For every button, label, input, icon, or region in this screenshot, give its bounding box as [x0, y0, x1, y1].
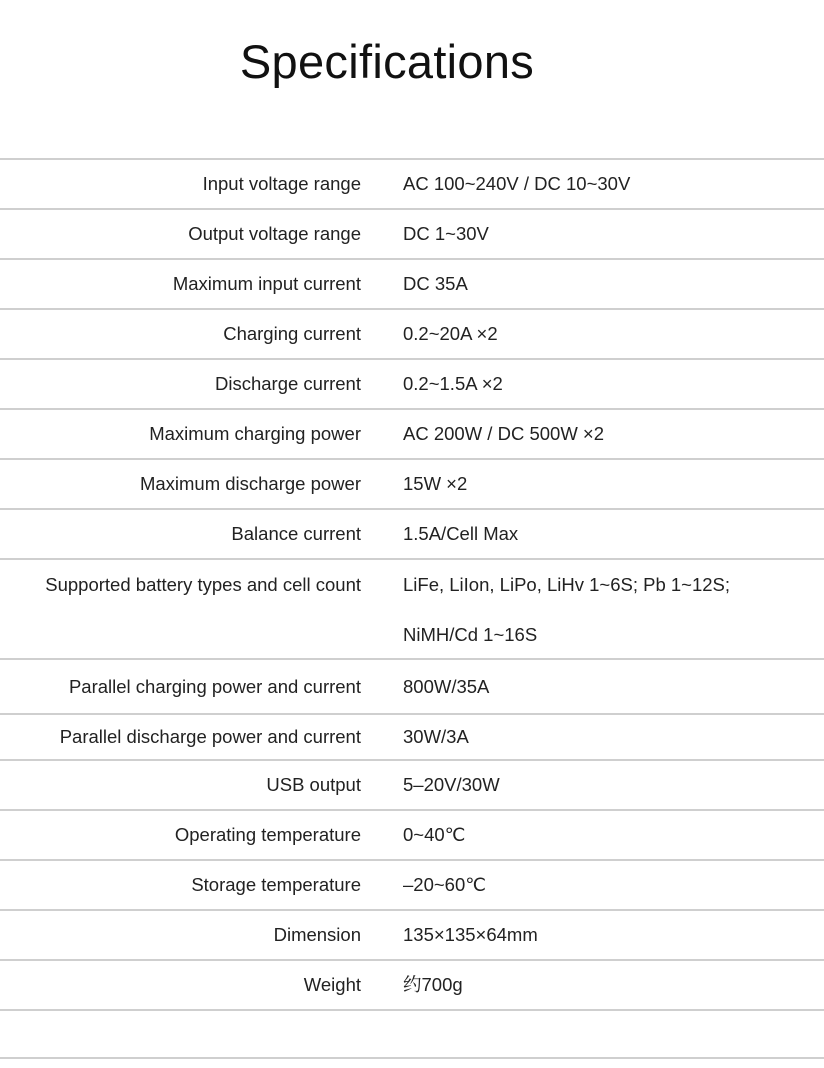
spec-row: [0, 558, 824, 658]
spec-value-line: 30W/3A: [403, 726, 469, 747]
spec-value: [403, 160, 630, 208]
spec-value: [403, 961, 463, 1009]
spec-value-line: DC 35A: [403, 273, 468, 294]
spec-value-line: AC 200W / DC 500W ×2: [403, 423, 605, 444]
spec-label: USB output: [266, 774, 361, 795]
page-title: Specifications: [239, 35, 535, 88]
spec-row: [0, 909, 824, 959]
spec-row: [0, 308, 824, 358]
spec-label: Charging current: [223, 323, 361, 344]
spec-label: Maximum charging power: [149, 423, 361, 444]
spec-label: Maximum input current: [172, 273, 361, 294]
spec-value-line: LiFe, LiIon, LiPo, LiHv 1~6S; Pb 1~12S;: [403, 574, 731, 595]
spec-value-line: 15W ×2: [403, 473, 468, 494]
spec-value: [403, 861, 486, 909]
spec-row: [0, 258, 824, 308]
spec-label: Parallel charging power and current: [68, 676, 361, 697]
spec-row: [0, 859, 824, 909]
spec-value: [403, 811, 465, 859]
spec-value-line: –20~60℃: [403, 874, 487, 895]
spec-value: [403, 510, 518, 558]
spec-row: [0, 158, 824, 208]
spec-row: [0, 713, 824, 759]
spec-label: Weight: [303, 974, 361, 995]
spec-value-line: 0.2~1.5A ×2: [403, 373, 503, 394]
spec-value: [403, 210, 489, 258]
spec-value: [403, 410, 604, 458]
spec-label: Input voltage range: [202, 173, 361, 194]
spec-value-line: 约700g: [403, 974, 463, 995]
spec-row: [0, 759, 824, 809]
spec-value: [403, 360, 503, 408]
spec-label: Balance current: [231, 523, 361, 544]
spec-value: [403, 260, 468, 308]
spec-table: [0, 158, 824, 1059]
spec-label: Discharge current: [214, 373, 361, 394]
spec-label: Parallel discharge power and current: [59, 726, 361, 747]
spec-value: [403, 460, 467, 508]
spec-label: Supported battery types and cell count: [45, 574, 361, 595]
spec-row: [0, 959, 824, 1009]
spec-value: [403, 310, 498, 358]
spec-value-line: NiMH/Cd 1~16S: [403, 624, 538, 645]
spec-value-line: 5–20V/30W: [403, 774, 500, 795]
spec-label: Storage temperature: [191, 874, 361, 895]
spec-label: Dimension: [273, 924, 361, 945]
spec-row: [0, 1009, 824, 1059]
spec-row: [0, 358, 824, 408]
spec-row: [0, 809, 824, 859]
spec-row: [0, 658, 824, 713]
spec-row: [0, 458, 824, 508]
spec-value-line: 0~40℃: [403, 824, 466, 845]
spec-value-line: 135×135×64mm: [403, 924, 538, 945]
spec-value-line: AC 100~240V / DC 10~30V: [403, 173, 631, 194]
spec-value-line: 1.5A/Cell Max: [403, 523, 519, 544]
spec-value-line: 800W/35A: [403, 676, 490, 697]
spec-label: Maximum discharge power: [139, 473, 361, 494]
spec-label: [0, 1011, 361, 1057]
spec-value: [403, 660, 489, 713]
spec-value-line: 0.2~20A ×2: [403, 323, 498, 344]
spec-label: Operating temperature: [174, 824, 361, 845]
spec-row: [0, 508, 824, 558]
spec-value: [403, 911, 538, 959]
spec-value: [403, 560, 730, 658]
spec-row: [0, 208, 824, 258]
spec-row: [0, 408, 824, 458]
spec-label: Output voltage range: [188, 223, 361, 244]
spec-value: [403, 715, 469, 759]
spec-value: [403, 761, 500, 809]
spec-value-line: DC 1~30V: [403, 223, 489, 244]
